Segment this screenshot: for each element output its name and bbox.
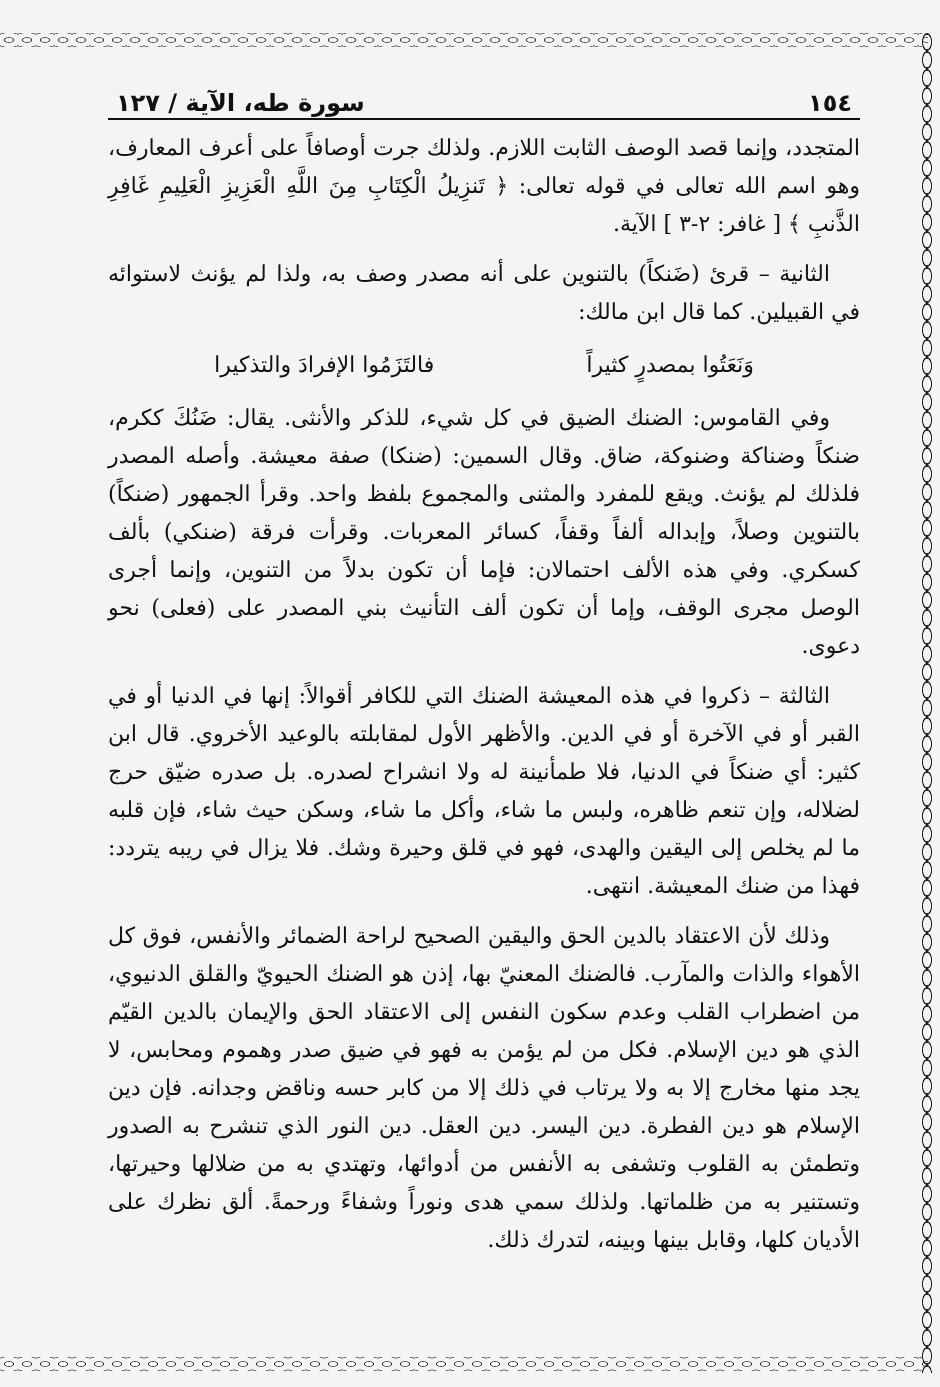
page-number: ١٥٤ xyxy=(808,89,852,117)
paragraph-2: الثانية – قرئ (ضَنكاً) بالتنوين على أنه مصدر وصف به، ولذا لم يؤنث لاستوائه في القبيلين. كما قال ابن مالك: xyxy=(108,262,860,325)
decorative-border-bottom xyxy=(0,1357,928,1371)
surah-title: سورة طه، الآية / ١٢٧ xyxy=(116,89,365,117)
paragraph-3: وفي القاموس: الضنك الضيق في كل شيء، للذكر والأنثى. يقال: ضَنُكَ ككرم، ضنكاً وضناكة وضنوكة، ضاق. وقال السمين: (ضنكا) صفة معيشة. وأصله المصدر فلذلك لم يؤنث. ويقع للمفرد والمثنى والمجموع بلفظ واحد. وقرأ الجمهور (ضنكاً) بالتنوين وصلاً، وإبداله ألفاً وقفاً، كسائر المعربات. وقرأت فرقة (ضنكي) بألف كسكري. وفي هذه الألف احتمالان: فإما أن تكون بدلاً من التنوين، وإنما أجرى الوصل مجرى الوقف، وإما أن تكون ألف التأنيث بني المصدر على (فعلى) نحو دعوى. xyxy=(108,406,860,659)
verse-second-hemistich: فالتَزَمُوا الإفرادَ والتذكيرا xyxy=(214,353,435,378)
book-page xyxy=(108,82,860,1272)
page-header xyxy=(108,82,860,120)
decorative-border-right xyxy=(920,33,934,1373)
verse-first-hemistich: وَنَعَتُوا بمصدرٍ كثيراً xyxy=(586,353,754,378)
decorative-border-top xyxy=(0,33,928,47)
paragraph-1: المتجدد، وإنما قصد الوصف الثابت اللازم. ولذلك جرت أوصافاً على أعرف المعارف، وهو اسم الله تعالى في قوله تعالى: ﴿ تَنزِيلُ الْكِتَابِ مِنَ اللَّهِ الْعَزِيزِ الْعَلِيمِ غَافِرِ الذَّنبِ ﴾ [ غافر: ٢-٣ ] الآية. xyxy=(108,136,860,237)
poetry-verse xyxy=(108,344,860,388)
page-content xyxy=(108,120,860,1260)
paragraph-5: وذلك لأن الاعتقاد بالدين الحق واليقين الصحيح لراحة الضمائر والأنفس، فوق كل الأهواء والذات والمآرب. فالضنك المعنيّ بها، إذن هو الضنك الحيويّ والقلق الدنيوي، من اضطراب القلب وعدم سكون النفس إلى الاعتقاد الحق والإيمان بالدين القيّم الذي هو دين الإسلام. فكل من لم يؤمن به فهو في ضيق صدر وهموم ومحابس، لا يجد منها مخارج إلا به ولا يرتاب في ذلك إلا من كابر حسه وناقض وجدانه. فإن دين الإسلام هو دين الفطرة. دين اليسر. دين العقل. دين النور الذي تنشرح به الصدور وتطمئن به القلوب وتشفى به الأنفس من أدوائها، وتهتدي به من ضلالها وحيرتها، وتستنير به من ظلماتها. ولذلك سمي هدى ونوراً وشفاءً ورحمةً. ألق نظرك على الأديان كلها، وقابل بينها وبينه، لتدرك ذلك. xyxy=(108,924,861,1253)
paragraph-4: الثالثة – ذكروا في هذه المعيشة الضنك التي للكافر أقوالاً: إنها في الدنيا أو في القبر أو في الآخرة أو في الدين. والأظهر الأول لمقابلته بالوعيد الأخروي. قال ابن كثير: أي ضنكاً في الدنيا، فلا طمأنينة له ولا انشراح لصدره. بل صدره ضيّق حرج لضلاله، وإن تنعم ظاهره، ولبس ما شاء، وأكل ما شاء، وسكن حيث شاء، فإن قلبه ما لم يخلص إلى اليقين والهدى، فهو في قلق وحيرة وشك. فلا يزال في ريبه يتردد: فهذا من ضنك المعيشة. انتهى. xyxy=(108,684,860,899)
